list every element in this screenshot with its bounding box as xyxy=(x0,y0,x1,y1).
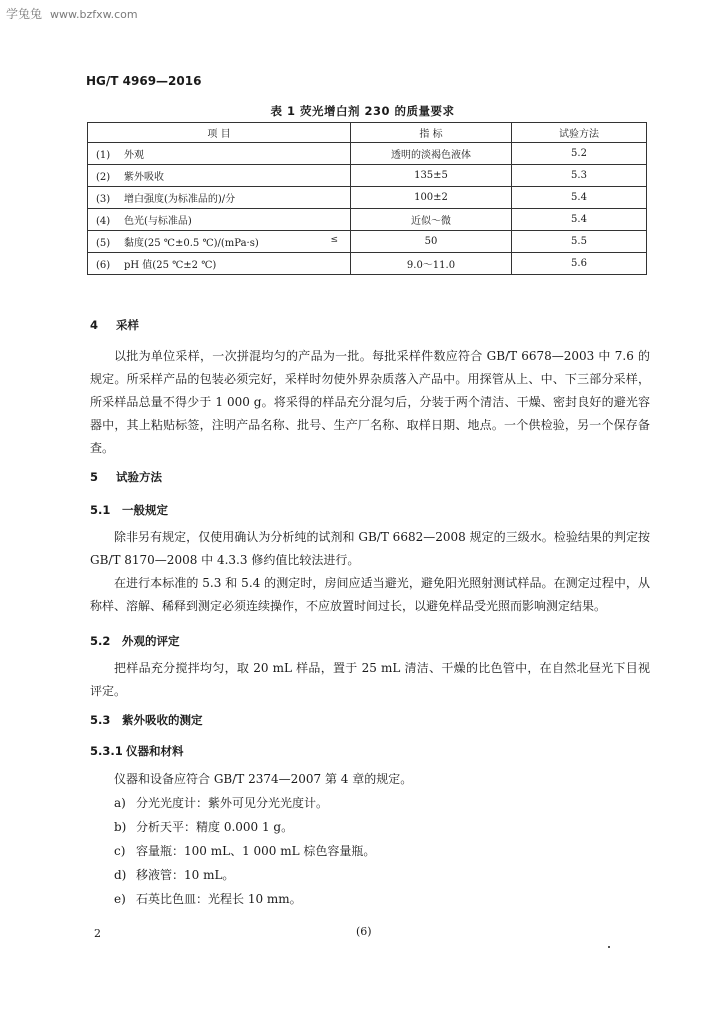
page-code: (6) xyxy=(356,925,372,938)
row-value: 50 xyxy=(351,231,512,253)
standard-number: HG/T 4969—2016 xyxy=(86,74,202,88)
table-row xyxy=(88,165,647,187)
row-method: 5.4 xyxy=(512,209,647,231)
section-4-text: 以批为单位采样，一次拼混均匀的产品为一批。每批采样件数应符合 GB/T 6678—2003 中 7.6 的规定。所采样产品的包装必须完好，采样时勿使外界杂质落入产品中。用探管从上、中、下三部分采样，所采样品总量不得少于 1 000 g。将采得的样品充分混匀后，分装于两个清洁、干燥、密封良好的避光容器中，其上粘贴标签，注明产品名称、批号、生产厂名称、取样日期、地点。一个供检验，另一个保存备查。 xyxy=(90,349,650,455)
table-row xyxy=(88,209,647,231)
row-item: (4) 色光(与标准品) xyxy=(88,209,351,231)
list-item: c) 容量瓶：100 mL、1 000 mL 棕色容量瓶。 xyxy=(114,844,376,858)
row-method: 5.6 xyxy=(512,253,647,275)
header-value: 指 标 xyxy=(351,123,512,143)
section-5-3-1-intro: 仪器和设备应符合 GB/T 2374—2007 第 4 章的规定。 xyxy=(114,772,413,786)
row-item: (1) 外观 xyxy=(88,143,351,165)
table-header-row xyxy=(88,123,647,143)
row-item: (3) 增白强度(为标准品的)/分 xyxy=(88,187,351,209)
row-value: 135±5 xyxy=(351,165,512,187)
row-item: (2) 紫外吸收 xyxy=(88,165,351,187)
row-value: 透明的淡褐色液体 xyxy=(351,143,512,165)
row-item: (6) pH 值(25 ℃±2 ℃) xyxy=(88,253,351,275)
section-5-2-heading: 5.2 外观的评定 xyxy=(90,634,180,648)
le-mark: ≤ xyxy=(330,235,338,245)
row-value: 100±2 xyxy=(351,187,512,209)
watermark-site: 学兔兔 xyxy=(6,7,43,21)
table-caption: 表 1 荧光增白剂 230 的质量要求 xyxy=(270,104,455,118)
table-row xyxy=(88,231,647,253)
row-value: 近似～微 xyxy=(351,209,512,231)
quality-requirements-table xyxy=(87,122,647,275)
watermark-url: www.bzfxw.com xyxy=(50,8,138,21)
section-5-1-text: 除非另有规定，仅使用确认为分析纯的试剂和 GB/T 6682—2008 规定的三级水。检验结果的判定按 GB/T 8170—2008 中 4.3.3 修约值比较法进行。 在进行本标准的 5.3 和 5.4 的测定时，房间应适当避光，避免阳光照射测试样品。在测定过程中，从称样、溶解、稀释到测定必须连续操作，不应放置时间过长，以避免样品受光照而影响测定结果。 xyxy=(90,530,650,613)
list-item: b) 分析天平：精度 0.000 1 g。 xyxy=(114,820,294,834)
list-item: e) 石英比色皿：光程长 10 mm。 xyxy=(114,892,302,906)
row-method: 5.5 xyxy=(512,231,647,253)
list-item: a) 分光光度计：紫外可见分光光度计。 xyxy=(114,796,329,810)
section-5-2-text: 把样品充分搅拌均匀，取 20 mL 样品，置于 25 mL 清洁、干燥的比色管中，在自然北昼光下目视评定。 xyxy=(90,661,650,698)
page-number: 2 xyxy=(94,927,101,940)
table-row xyxy=(88,253,647,275)
scan-speck xyxy=(608,946,610,948)
row-method: 5.2 xyxy=(512,143,647,165)
header-item: 项 目 xyxy=(88,123,351,143)
row-item: (5) 黏度(25 ℃±0.5 ℃)/(mPa·s) ≤ xyxy=(88,231,351,253)
header-method: 试验方法 xyxy=(512,123,647,143)
watermark xyxy=(6,5,138,22)
row-method: 5.3 xyxy=(512,165,647,187)
section-5-heading: 5 试验方法 xyxy=(90,470,162,484)
row-value: 9.0～11.0 xyxy=(351,253,512,275)
section-5-1-heading: 5.1 一般规定 xyxy=(90,503,168,517)
list-item: d) 移液管：10 mL。 xyxy=(114,868,235,882)
section-5-3-heading: 5.3 紫外吸收的测定 xyxy=(90,713,203,727)
table-row xyxy=(88,187,647,209)
section-5-3-1-heading: 5.3.1 仪器和材料 xyxy=(90,744,184,758)
section-4-heading: 4 采样 xyxy=(90,318,139,332)
row-method: 5.4 xyxy=(512,187,647,209)
table-row xyxy=(88,143,647,165)
